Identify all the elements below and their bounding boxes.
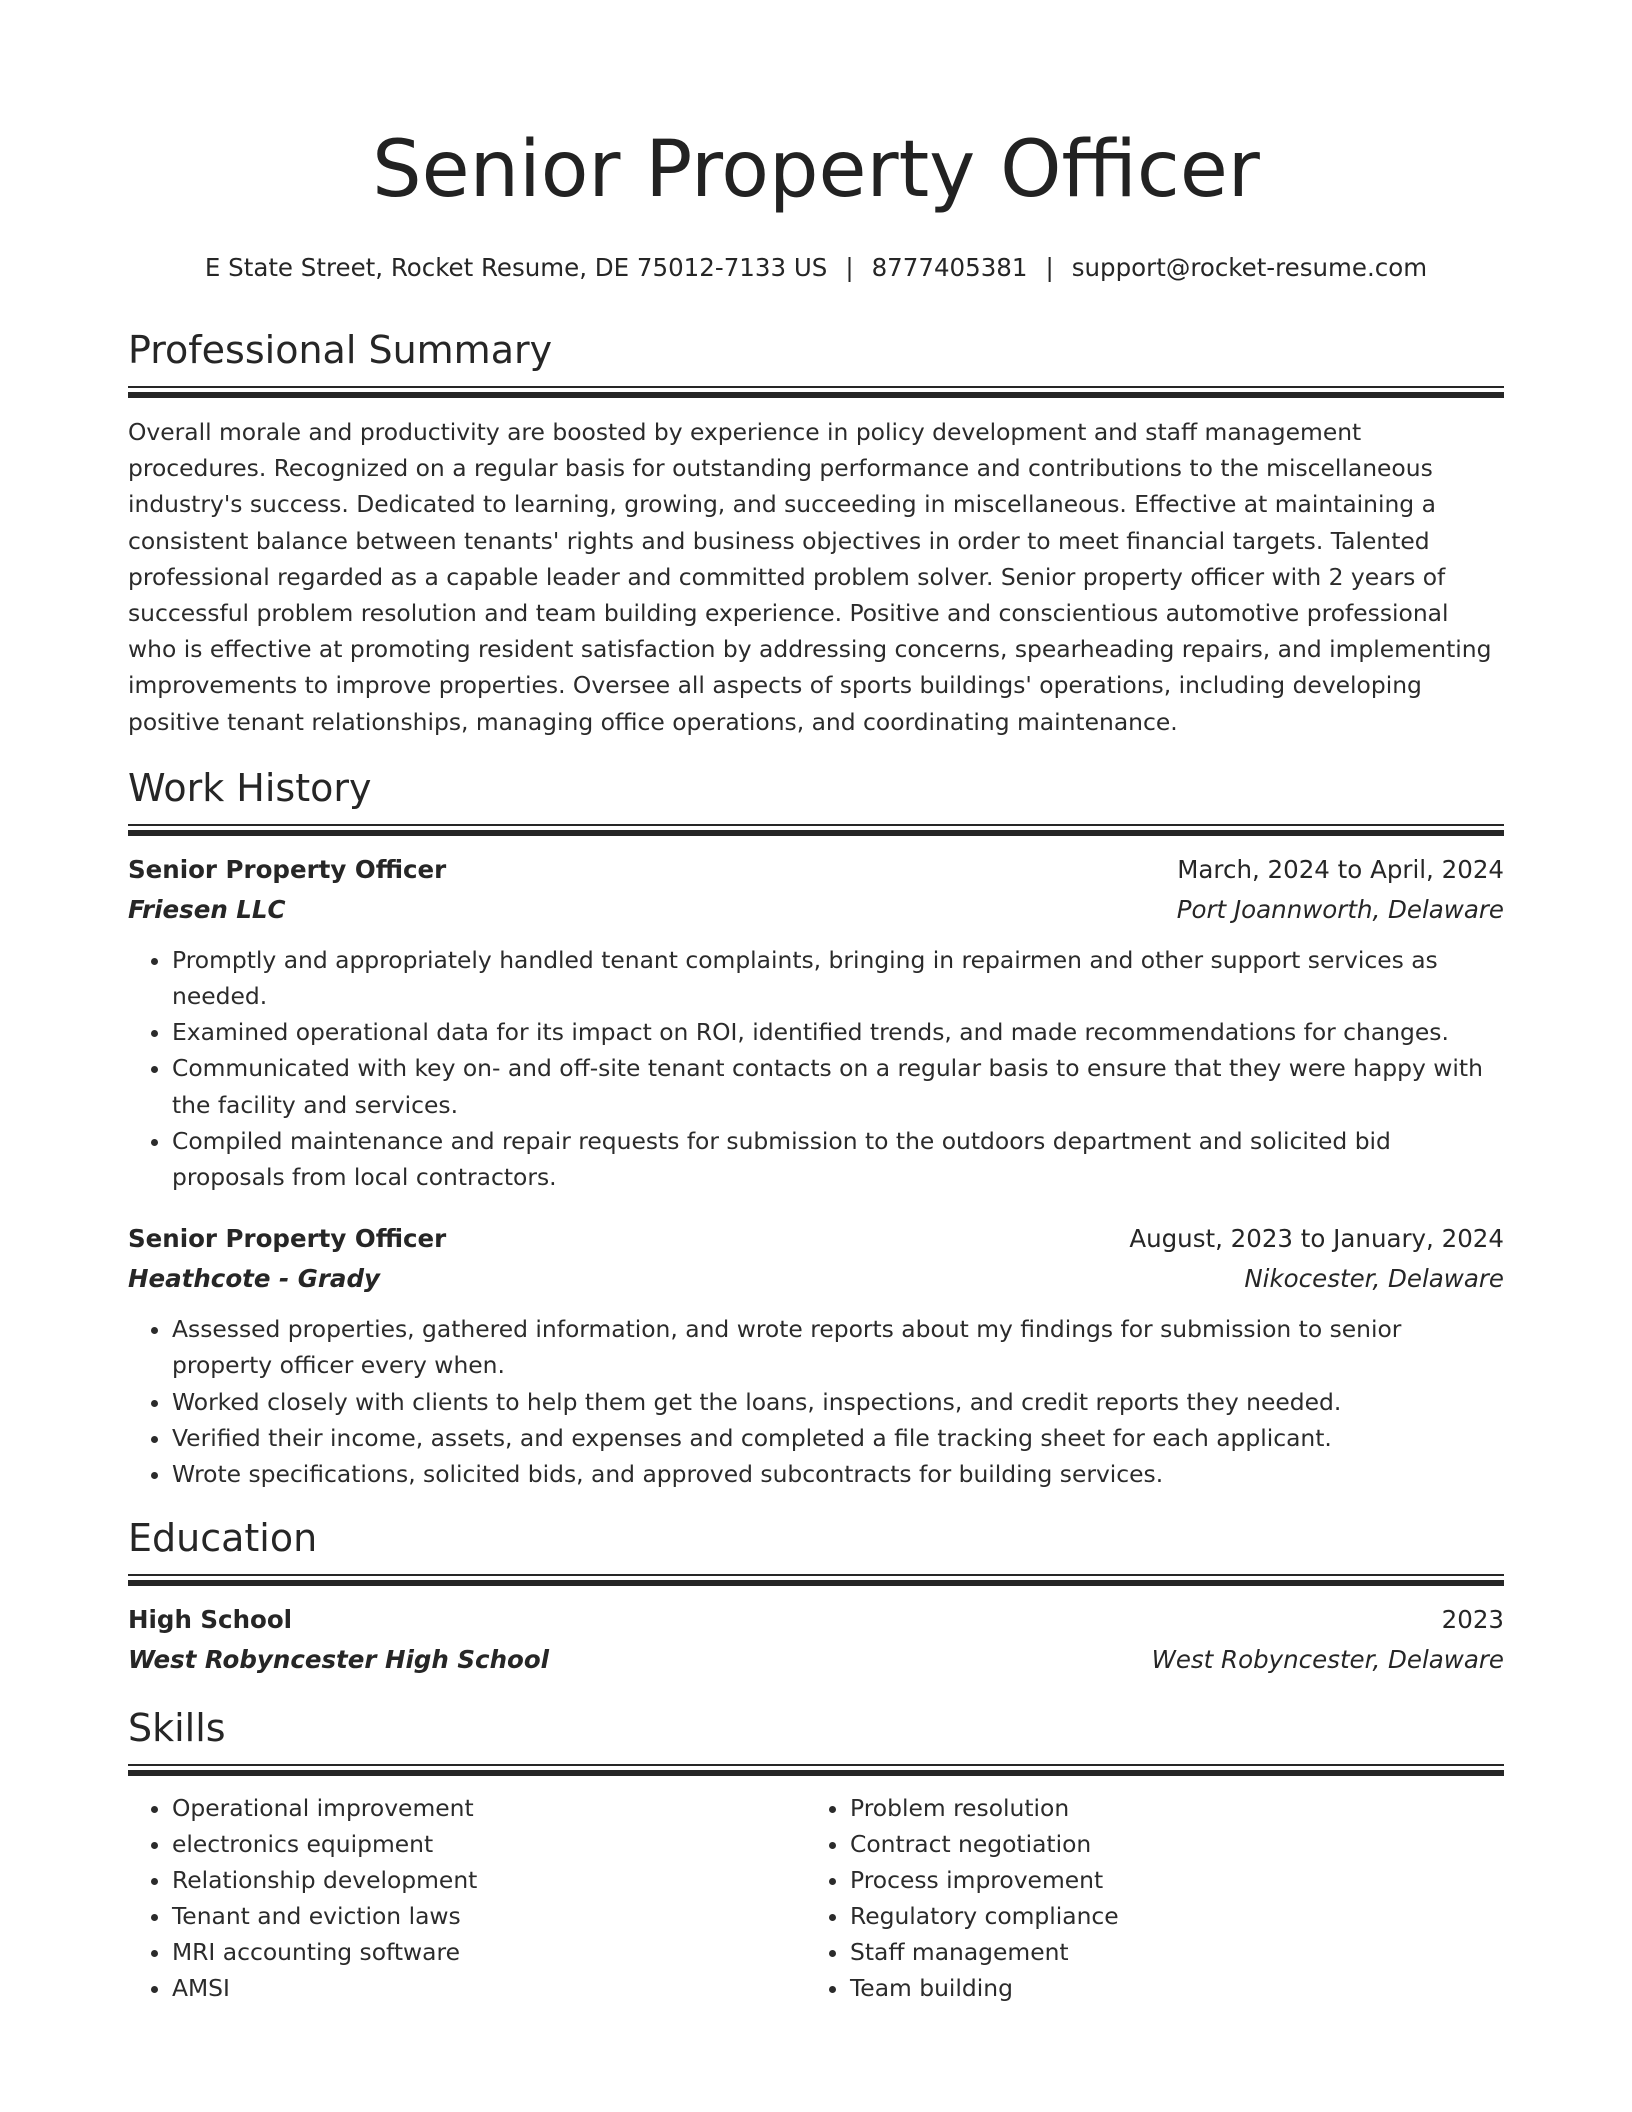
skills-right-column xyxy=(806,1790,1484,2006)
job-entry xyxy=(128,850,1504,1195)
summary-text: Overall morale and productivity are boosted by experience in policy development and staff management procedures. Recognized on a regular basis for outstanding performance and contributions to the miscellaneous industry's success. Dedicated to learning, growing, and succeeding in miscellaneous. Effective at maintaining a consistent balance between tenants' rights and business objectives in order to meet financial targets. Talented professional regarded as a capable leader and committed problem solver. Senior property officer with 2 years of successful problem resolution and team building experience. Positive and conscientious automotive professional who is effective at promoting resident satisfaction by addressing concerns, spearheading repairs, and implementing improvements to improve properties. Oversee all aspects of sports buildings' operations, including developing positive tenant relationships, managing office operations, and coordinating maintenance. xyxy=(128,418,1492,736)
job-header-row xyxy=(128,1219,1504,1259)
job-location: Nikocester, Delaware xyxy=(1244,1264,1504,1294)
skill-item: • Process improvement xyxy=(850,1862,1484,1898)
skill-item: • Team building xyxy=(850,1970,1484,2006)
skill-item: • Staff management xyxy=(850,1934,1484,1970)
job-bullet: • Verified their income, assets, and expenses and completed a file tracking sheet for each applicant. xyxy=(172,1420,1504,1456)
job-bullet: • Worked closely with clients to help them get the loans, inspections, and credit reports they needed. xyxy=(172,1384,1504,1420)
job-bullets xyxy=(128,942,1504,1195)
job-title: Senior Property Officer xyxy=(128,1224,447,1254)
education-header-row xyxy=(128,1600,1504,1640)
education-location: West Robyncester, Delaware xyxy=(1151,1645,1504,1675)
job-bullet: • Examined operational data for its impact on ROI, identified trends, and made recommendations for changes. xyxy=(172,1014,1504,1050)
skills-columns xyxy=(128,1790,1504,2006)
education-heading: Education xyxy=(128,1516,318,1561)
job-location: Port Joannworth, Delaware xyxy=(1176,894,1504,924)
skill-item: • AMSI xyxy=(172,1970,806,2006)
skill-item: • Operational improvement xyxy=(172,1790,806,1826)
section-divider xyxy=(128,386,1504,398)
skill-item: • Tenant and eviction laws xyxy=(172,1898,806,1934)
contact-line xyxy=(128,252,1504,284)
job-bullet: • Wrote specifications, solicited bids, and approved subcontracts for building services. xyxy=(172,1456,1504,1492)
summary-section xyxy=(128,326,1504,740)
skill-item: • MRI accounting software xyxy=(172,1934,806,1970)
job-company: Friesen LLC xyxy=(128,894,286,924)
education-school-row xyxy=(128,1640,1504,1680)
job-entry xyxy=(128,1219,1504,1492)
job-bullet: • Compiled maintenance and repair requests for submission to the outdoors department and solicited bid proposals from local contractors. xyxy=(172,1123,1504,1195)
skill-item: • Regulatory compliance xyxy=(850,1898,1484,1934)
contact-separator: | xyxy=(845,253,854,282)
contact-email: support@rocket-resume.com xyxy=(1071,253,1428,282)
job-dates: August, 2023 to January, 2024 xyxy=(1129,1224,1504,1254)
skills-section xyxy=(128,1704,1504,2006)
candidate-name: Senior Property Officer xyxy=(372,125,1260,215)
skills-left-column xyxy=(128,1790,806,2006)
job-header-row xyxy=(128,850,1504,890)
summary-heading: Professional Summary xyxy=(128,328,553,372)
job-title: Senior Property Officer xyxy=(128,854,447,884)
job-company-row xyxy=(128,1259,1504,1299)
contact-phone: 8777405381 xyxy=(871,253,1028,282)
skill-item: • electronics equipment xyxy=(172,1826,806,1862)
skill-item: • Problem resolution xyxy=(850,1790,1484,1826)
education-entry xyxy=(128,1600,1504,1680)
education-school: West Robyncester High School xyxy=(128,1645,550,1675)
section-divider xyxy=(128,824,1504,836)
section-divider xyxy=(128,1764,1504,1776)
job-bullets xyxy=(128,1311,1504,1492)
education-degree: High School xyxy=(128,1605,293,1635)
skill-item: • Contract negotiation xyxy=(850,1826,1484,1862)
work-history-section xyxy=(128,764,1504,1492)
skill-item: • Relationship development xyxy=(172,1862,806,1898)
job-bullet: • Assessed properties, gathered information, and wrote reports about my findings for submission to senior property officer every when. xyxy=(172,1311,1504,1383)
work-history-heading: Work History xyxy=(128,765,372,810)
job-bullet: • Promptly and appropriately handled tenant complaints, bringing in repairmen and other support services as needed. xyxy=(172,942,1504,1014)
education-year: 2023 xyxy=(1441,1605,1504,1635)
skills-heading: Skills xyxy=(128,1706,226,1751)
section-divider xyxy=(128,1574,1504,1586)
contact-separator: | xyxy=(1045,253,1054,282)
job-company-row xyxy=(128,890,1504,930)
resume-page xyxy=(128,0,1504,2006)
job-bullet: • Communicated with key on- and off-site tenant contacts on a regular basis to ensure that they were happy with the facility and services. xyxy=(172,1050,1504,1122)
contact-address: E State Street, Rocket Resume, DE 75012-7133 US xyxy=(204,253,828,282)
job-dates: March, 2024 to April, 2024 xyxy=(1177,854,1504,884)
job-company: Heathcote - Grady xyxy=(128,1264,380,1294)
education-section xyxy=(128,1514,1504,1680)
